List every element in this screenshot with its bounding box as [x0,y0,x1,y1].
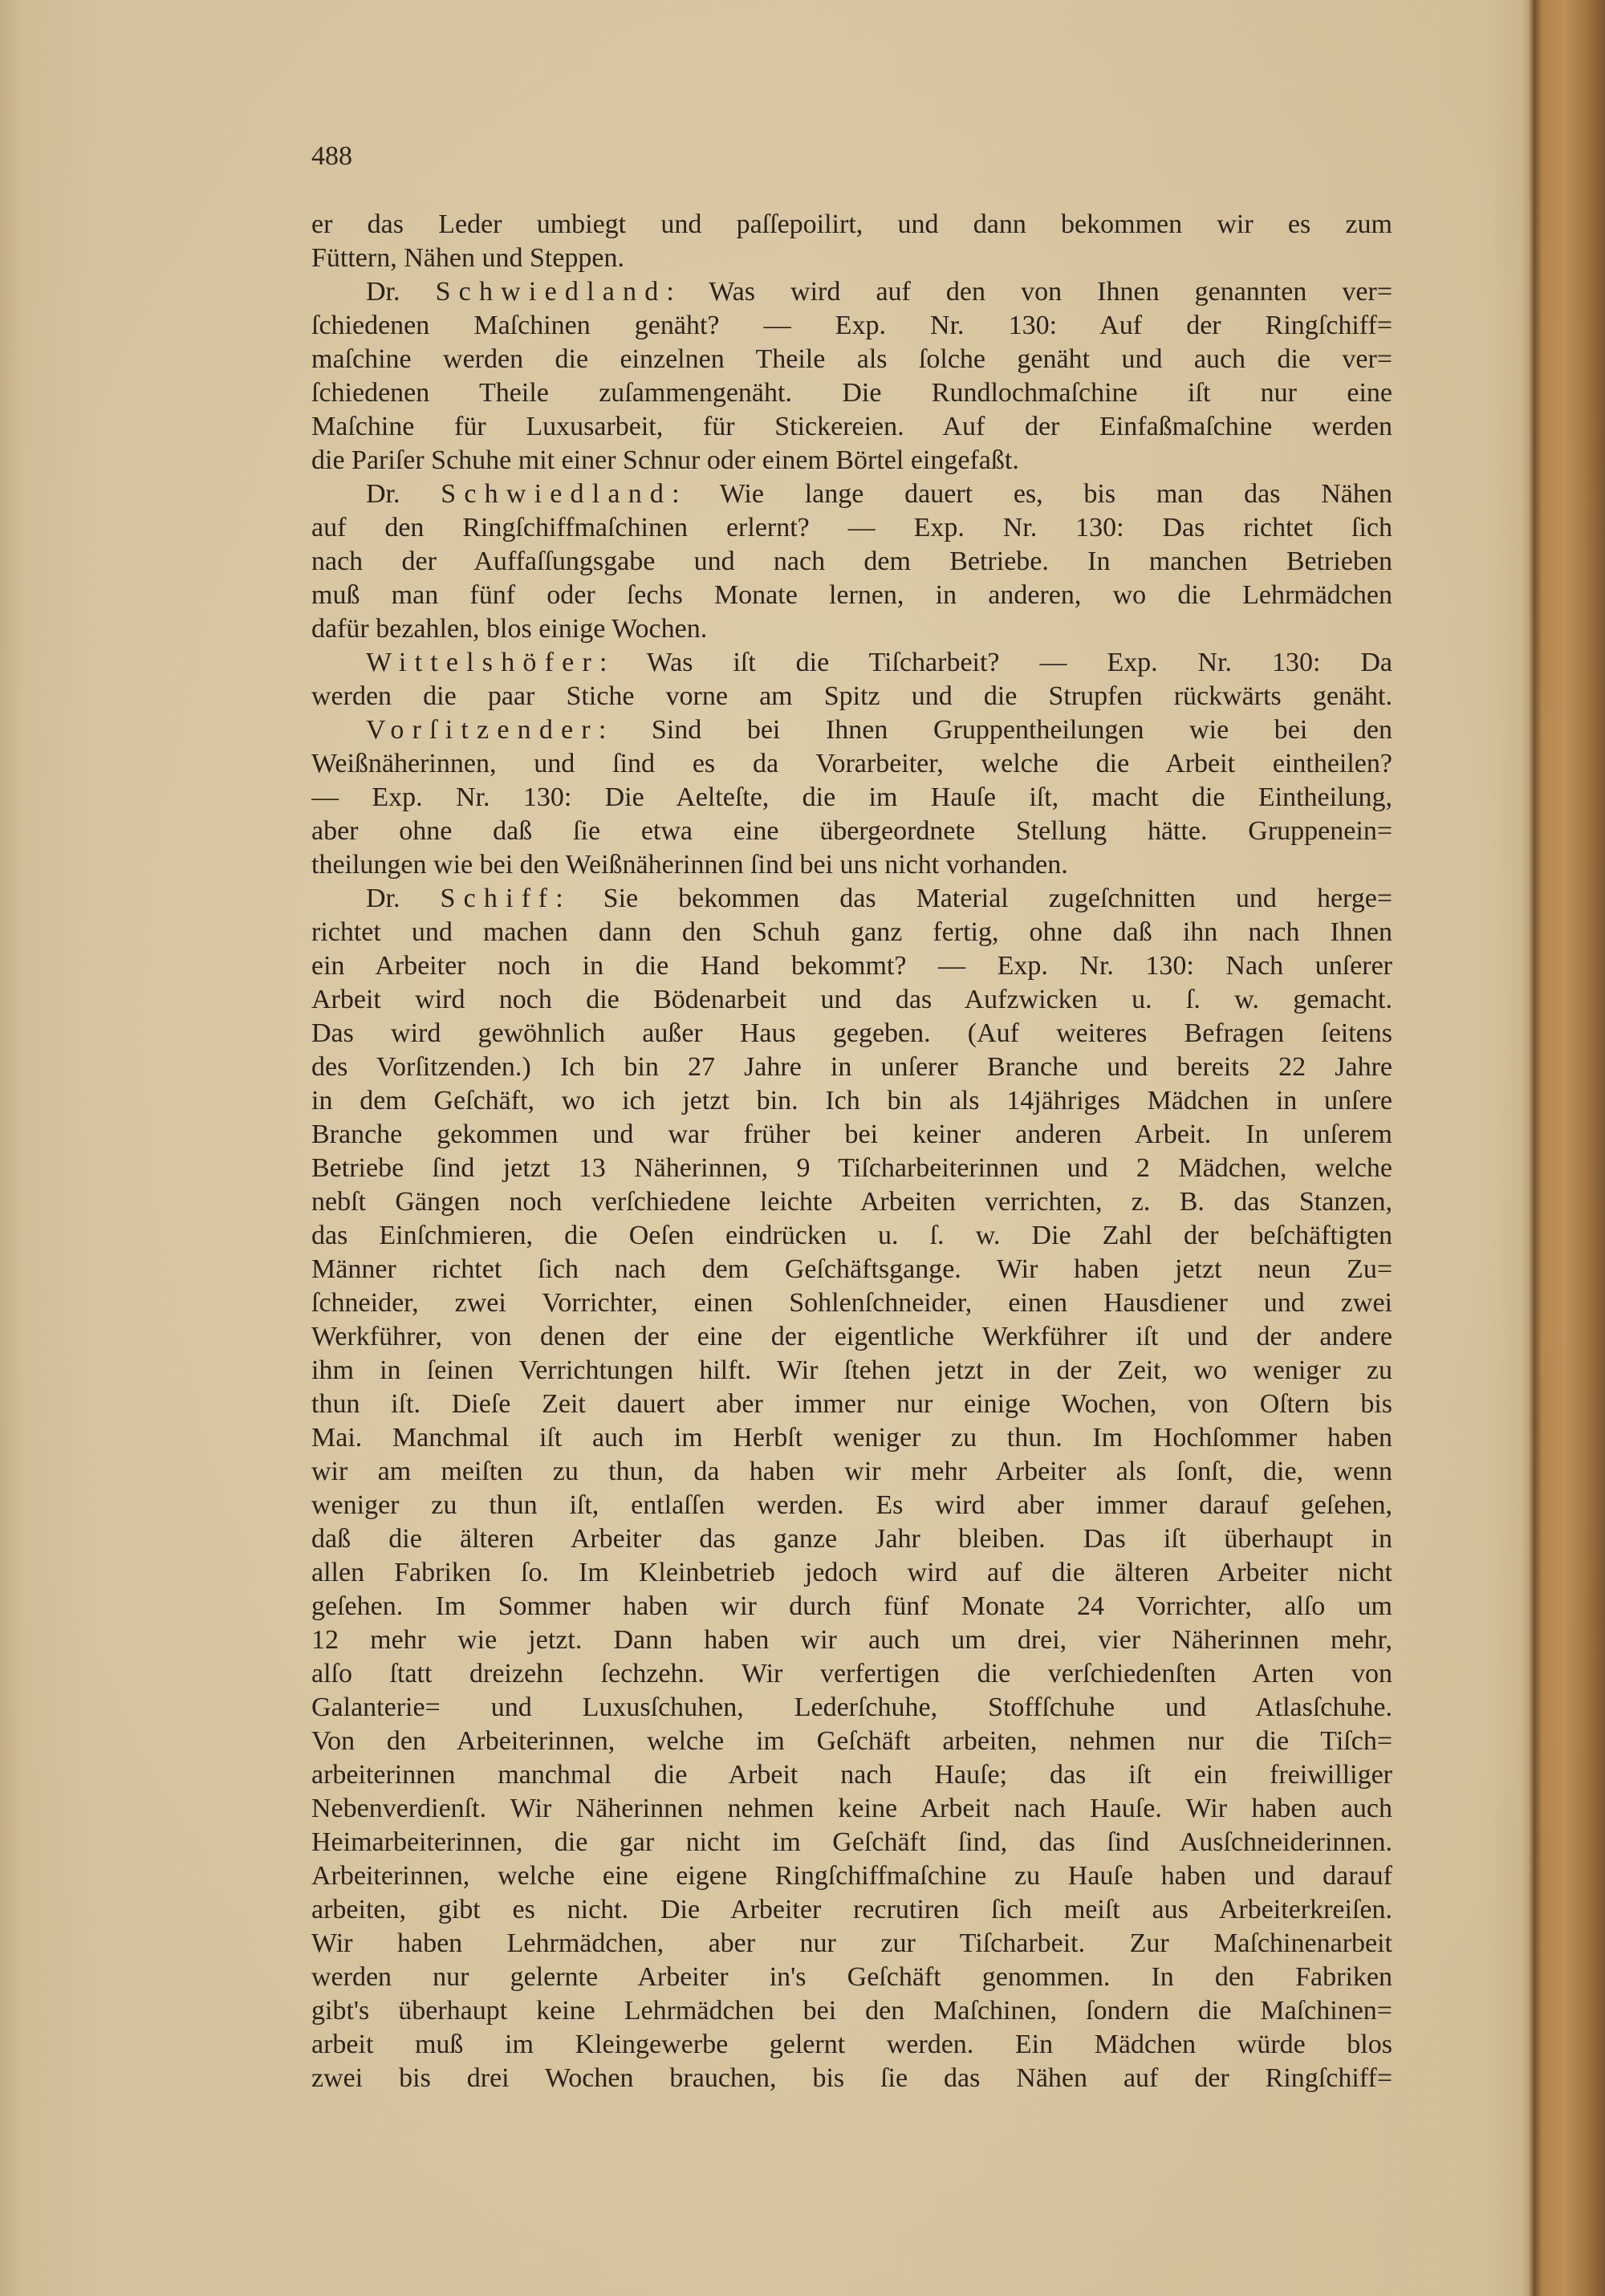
page-number: 488 [311,141,352,171]
text-line: Wir haben Lehrmädchen, aber nur zur Tiſcharbeit. Zur Maſchinenarbeit [311,1928,1392,1958]
text-line: auf den Ringſchiffmaſchinen erlernt? — Exp. Nr. 130: Das richtet ſich [311,513,1392,543]
text-line: Heimarbeiterinnen, die gar nicht im Geſchäft ſind, das ſind Ausſchneiderinnen. [311,1827,1392,1857]
text-line: allen Fabriken ſo. Im Kleinbetrieb jedoch wird auf die älteren Arbeiter nicht [311,1558,1392,1587]
speech-text: : Was wird auf den von Ihnen genannten ver= [666,277,1392,307]
text-line [311,713,1392,747]
text-line: in dem Geſchäft, wo ich jetzt bin. Ich bin als 14jähriges Mädchen in unſere [311,1086,1392,1115]
text-line: Branche gekommen und war früher bei keiner anderen Arbeit. In unſerem [311,1120,1392,1149]
text-line: Das wird gewöhnlich außer Haus gegeben. (Auf weiteres Befragen ſeitens [311,1018,1392,1048]
text-line [311,477,1392,511]
text-line: muß man fünf oder ſechs Monate lernen, in anderen, wo die Lehrmädchen [311,580,1392,610]
speech-text: : Wie lange dauert es, bis man das Nähen [672,479,1392,509]
text-line: arbeit muß im Kleingewerbe gelernt werden. Ein Mädchen würde blos [311,2030,1392,2059]
speaker-title: Dr. [366,277,436,307]
text-line: richtet und machen dann den Schuh ganz fertig, ohne daß ihn nach Ihnen [311,917,1392,947]
text-line: daß die älteren Arbeiter das ganze Jahr bleiben. Das iſt überhaupt in [311,1524,1392,1554]
text-line: zwei bis drei Wochen brauchen, bis ſie das Nähen auf der Ringſchiff= [311,2063,1392,2093]
text-line: Arbeit wird noch die Bödenarbeit und das Aufzwicken u. ſ. w. gemacht. [311,985,1392,1014]
speaker-name: Schiff [440,884,556,913]
text-line: Werkführer, von denen der eine der eigentliche Werkführer iſt und der andere [311,1322,1392,1351]
text-line: werden nur gelernte Arbeiter in's Geſchäft genommen. In den Fabriken [311,1962,1392,1992]
text-line: Männer richtet ſich nach dem Geſchäftsgange. Wir haben jetzt neun Zu= [311,1254,1392,1284]
text-line: wir am meiſten zu thun, da haben wir mehr Arbeiter als ſonſt, die, wenn [311,1457,1392,1486]
text-line: geſehen. Im Sommer haben wir durch fünf Monate 24 Vorrichter, alſo um [311,1591,1392,1621]
text-line [311,275,1392,309]
speaker-name: Wittelshöfer [366,648,599,677]
text-line: die Pariſer Schuhe mit einer Schnur oder einem Börtel eingefaßt. [311,445,1019,475]
text-line: Weißnäherinnen, und ſind es da Vorarbeiter, welche die Arbeit eintheilen? [311,749,1392,778]
speaker-name: Vorſitzender [366,715,599,745]
text-line: ſchneider, zwei Vorrichter, einen Sohlenſchneider, einen Hausdiener und zwei [311,1288,1392,1318]
text-line: er das Leder umbiegt und paſſepoilirt, und dann bekommen wir es zum [311,209,1392,239]
text-line: nebſt Gängen noch verſchiedene leichte Arbeiten verrichten, z. B. das Stanzen, [311,1187,1392,1217]
text-line: gibt's überhaupt keine Lehrmädchen bei den Maſchinen, ſondern die Maſchinen= [311,1996,1392,2026]
text-line: Nebenverdienſt. Wir Näherinnen nehmen keine Arbeit nach Hauſe. Wir haben auch [311,1794,1392,1823]
text-line: Galanterie= und Luxusſchuhen, Lederſchuhe, Stoffſchuhe und Atlasſchuhe. [311,1693,1392,1722]
speaker-title: Dr. [366,884,441,913]
speaker-name: Schwiedland [441,479,672,509]
text-line [311,882,1392,916]
text-line: nach der Auffaſſungsgabe und nach dem Betriebe. In manchen Betrieben [311,547,1392,576]
speaker-name: Schwiedland [435,277,667,307]
speech-text: : Sind bei Ihnen Gruppentheilungen wie bei den [598,715,1392,745]
text-line: das Einſchmieren, die Oeſen eindrücken u. ſ. w. Die Zahl der beſchäftigten [311,1221,1392,1250]
text-line: alſo ſtatt dreizehn ſechzehn. Wir verfertigen die verſchiedenſten Arten von [311,1659,1392,1688]
text-line [311,646,1392,680]
text-line: maſchine werden die einzelnen Theile als ſolche genäht und auch die ver= [311,344,1392,374]
text-line: theilungen wie bei den Weißnäherinnen ſind bei uns nicht vorhanden. [311,850,1068,880]
text-line: werden die paar Stiche vorne am Spitz und die Strupfen rückwärts genäht. [311,681,1392,711]
text-line: Füttern, Nähen und Steppen. [311,243,624,273]
speech-text: : Was iſt die Tiſcharbeit? — Exp. Nr. 130: Da [599,648,1392,677]
text-line: ein Arbeiter noch in die Hand bekommt? — Exp. Nr. 130: Nach unſerer [311,951,1392,981]
text-line: ſchiedenen Theile zuſammengenäht. Die Rundlochmaſchine iſt nur eine [311,378,1392,408]
text-line: 12 mehr wie jetzt. Dann haben wir auch um drei, vier Näherinnen mehr, [311,1625,1392,1655]
text-line: Von den Arbeiterinnen, welche im Geſchäft arbeiten, nehmen nur die Tiſch= [311,1726,1392,1756]
text-line: thun iſt. Dieſe Zeit dauert aber immer nur einige Wochen, von Oſtern bis [311,1389,1392,1419]
text-line: Betriebe ſind jetzt 13 Näherinnen, 9 Tiſcharbeiterinnen und 2 Mädchen, welche [311,1153,1392,1183]
text-line: arbeiten, gibt es nicht. Die Arbeiter recrutiren ſich meiſt aus Arbeiterkreiſen. [311,1895,1392,1924]
text-line: aber ohne daß ſie etwa eine übergeordnete Stellung hätte. Gruppenein= [311,816,1392,846]
text-line: ihm in ſeinen Verrichtungen hilft. Wir ſtehen jetzt in der Zeit, wo weniger zu [311,1355,1392,1385]
speaker-title: Dr. [366,479,441,509]
text-line: dafür bezahlen, blos einige Wochen. [311,614,708,644]
text-line: Mai. Manchmal iſt auch im Herbſt weniger zu thun. Im Hochſommer haben [311,1423,1392,1453]
speech-text: : Sie bekommen das Material zugeſchnitten und herge= [555,884,1392,913]
text-line: des Vorſitzenden.) Ich bin 27 Jahre in unſerer Branche und bereits 22 Jahre [311,1052,1392,1082]
text-line: ſchiedenen Maſchinen genäht? — Exp. Nr. 130: Auf der Ringſchiff= [311,311,1392,340]
text-line: weniger zu thun iſt, entlaſſen werden. Es wird aber immer darauf geſehen, [311,1490,1392,1520]
text-line: arbeiterinnen manchmal die Arbeit nach Hauſe; das iſt ein freiwilliger [311,1760,1392,1790]
text-line: Maſchine für Luxusarbeit, für Stickereien. Auf der Einfaßmaſchine werden [311,412,1392,441]
text-line: — Exp. Nr. 130: Die Aelteſte, die im Hauſe iſt, macht die Eintheilung, [311,782,1392,812]
body-text [311,208,1392,2095]
text-line: Arbeiterinnen, welche eine eigene Ringſchiffmaſchine zu Hauſe haben und darauf [311,1861,1392,1891]
